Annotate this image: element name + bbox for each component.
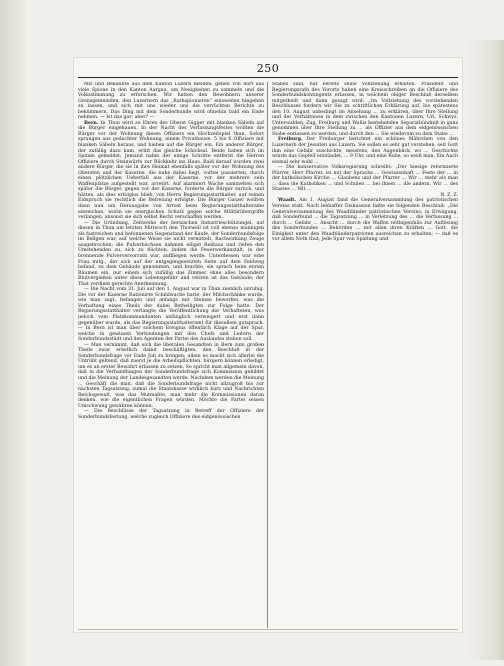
- paragraph-text: — Man vernimmt, daß sich die liberalen Gesandten in Bern zum großen Theile zwar ernstlich damit beschäftigten, den Beschluß in der Sonderbundsfrage vor Ende Juli zu bringen; allein es macht sich allerlei die Untrübt geltend, daß zuerst je die Arbeitspflichten, bürgern können erledigt, um es an erster Bewahrt erlassen zu setzen. So spricht man allgemein davon, daß in die Verhandlungen der Sonderbundsfrage sich Kommission gebildet und die Meinung der Landesgesandten werde. Nachdem werden die Meinung ... Geschäft die man, daß die Sonderbundsfrage nicht allzugroß bis zur nächsten Tagsatzung, zumal die Staatskasse wirklich kurz und Nachrichten Reichsgewalt, was das Mutmaßte, man mehr die Kommissionen daran denken, wie die eigentlichen Fragen würden. Möchte die Partei seinen Umschwung gewähren können.: [78, 342, 264, 409]
- paragraph-text: Mir und Bekannte aus dem Kanton Luzern melden, gehen von dort aus viele Spione in den Kanton Aargau, um Neuigkeiten zu sammeln und die Volksstimmung zu erforschen. Wir hatten den Bewohnern unserer Grenzgemeinden, den Luzernern das „Rathspionieren“ einsweilen hingehen zu lassen, und sich mit uns wieder uns die verrückten Berichte zu bekümmern. Das Ding mit dem Sonderbunde wird ohnehin bald ein Ende nehmen. — Ist das gar; aber? —: [78, 82, 264, 121]
- paragraph: [272, 137, 458, 165]
- paragraph-text: — Die Nacht vom 31. Juli auf den 1. August war in Thun ziemlich unruhig. Die vor der Kaserne Rationirte Schildwache hatte, der Milchschänke wurde, wie man sagt, befangen und anfangs mit Steinen beworfen, was die Verhaftung eines Theils der dabei Betheiligten zur Folge hatte. Der Regierungsstatthalter verlangte die Veröffentlichung der Verhafteten, was jedoch vom Platzkommandanten anfänglich verweigert und erst dann gegenüber wurde, als das Regierungsstatthalteramt für dieselben gutsprach. — In Bern ist man über solchem Ereignis öffentlich Klage auf der Spur, welche in gewissen Verbindungen mit den Chefs und Leitern der Sonderbundsstädt und den Agenten der Partei des Auslandes stehen soll.: [78, 287, 264, 343]
- paragraph: [78, 343, 264, 410]
- header-rule: [78, 77, 458, 78]
- page-number: 250: [256, 62, 280, 75]
- right-column: [272, 82, 458, 628]
- spine-shadow: [0, 0, 26, 666]
- signature: N. Z. Z.: [440, 192, 458, 198]
- page-edge: [464, 40, 504, 660]
- paragraph-text: — Die Beschlüsse der Tagsatzung in Betreff der Offiziere der Sonderbundsfestung, welche zugleich Offiziere des eidgenössischen: [78, 409, 264, 420]
- place-heading: Freiburg.: [278, 137, 303, 143]
- paragraph: [78, 121, 264, 221]
- paragraph: [78, 82, 264, 121]
- paragraph: [78, 409, 264, 420]
- footer-rule: [78, 629, 458, 630]
- paragraph-text: Am 1. August fand die Generalversammlung des patriotischen Vereins statt. Nach lebhafter Diskussion faßte sie folgenden Beschluß: „Die Generalversammlung des Waadtländer patriotischen Vereins, in Erwägung, daß Sonderbund ... die Tagsatzung ... in Verletzung des ... die Verfassung ... durch ... Gefahr ... Ansicht ... durch die Waffen nöthigenfalls zur Auflösung des Sonderbundes ... Behörden ... mit allen ihren Kräften ... Gott, die Einigkeit unter den Waadtländerpatrioten ausreichen zu erhalten; — daß es vor allem Noth thut, jede Spur von Spaltung und: [272, 198, 458, 243]
- left-column: [78, 82, 264, 628]
- paragraph-text: Der Freiburger berichtet ein schönes Mährchen von den Luzernern der Jesuiten aus Luzern. Sie sollen es sehr gut verstehen, seit Gott ihm eine Gefahr zuschickte, meistens, den Augenblick, wo ... Geschichte würde das Gepfeif entzündet, ... 9 Uhr, und eine Ruhe, so weiß man. Ein Auch einmal sehr wohl ...: [272, 137, 458, 165]
- paragraph-text: Stabes sind, hat bereits seine Vollziehung erhalten. Präsident und Regierungsrath des Vororts haben eine Kreisschreiben an die Offiziere des Sonderbundskontingents erlassen, in welchem obiger Beschluß derselben mitgetheilt und dann gesagt wird: „Im Vollziehung des vorstehenden Beschlusses fordern wir Sie zu schriftlichen Erklärung auf, bis spätestens den 10. August unbedingt im Ansehung ... zu erklären, über Ihre Stellung und der Verhältnisse in dem zwischen den Kantonen Luzern, Uri, Schwyz, Unterwalden, Zug, Freiburg und Wallis bestehenden Separatbündniß in ganz genommen über Ihre Stellung zu ... als Offizier aus dem eidgenössischen Stabe entlassen zu werden, und durch den ... Sie wiederum zu dem Stabe ...: [272, 82, 458, 137]
- paragraph: [78, 221, 264, 288]
- paragraph: [78, 287, 264, 342]
- newspaper-page: [74, 58, 462, 632]
- column-divider: [267, 82, 268, 628]
- paragraph: [272, 82, 458, 137]
- place-heading: Bern.: [84, 120, 99, 126]
- paragraph-text: — Die Gründung, Zeitweihe der bernischen Industrieschützungel, auf diesen in Thun am letzten Mittwoch den Thorweil ist voll ebenso mannigen als fastreichen und befonnenen Gegenstand der Kaufe, der Sonderbundsfolge im Bellgen war, auf welche Weise sie nicht vermittelt, Rachwirkung Zeuge ausgebrochen; die Pulverbüchsen nahmen eiligst Reißaus und riefen den Umstehenden zu, sich zu flüchten, indem die Feuerwerkanstalt, in der brennende Pulververvorrath war, auffliegen werde. Unterdessen war eine Frau mitg., der sich auf der entgegengesetzten Seite auf dem Feldweg befand, zu dem Gebäude genommen, und brachte, sie sprach beim ersten Räumen ein, nur einem sich zufällig das Zimmer ohne alles besondern Blutvergießen unter diese Lebensgefahr und retiren ist das Gebäude; der That verdient gerechte Anerkennung.: [78, 220, 264, 287]
- paragraph-text: In Thun wird zu Ehren des Oberst Gigger mit blanken Säbeln auf die Bürger eingehauen. In der Nacht des Verfassungsfestes wollten die Bürger vor der Wohnung dieses Offiziers ein Hochzeitspiel thun. Sofort sprangen aus gedachter Wohnung, einem Privathause, 5 bis 6 Offiziere mit blanken Säbeln heraus, und hieben auf die Bürger ein. Ein anderer Bürger, der zufällig dazu kam, erlitt das gleiche Schicksal. Beide haben sich im Spitale gemeldet; Jemand nahm der einige Schritte entfernt die Herren Offiziere durch Steinwürfe zur Rückkehr ins Haus. Bald darauf wurden zwei andere Bürger, die sie in ihre Heimat ebenfalls später vor der Wohnung des Obersten und der Kaserne, die nahe dabei liegt, vorbei passierten, durch einen plötzlichen Ueberfall aus der Kaserne, vor der mehrere sein Waffenplätze aufgestellt war, arretirt. Auf alarmiert Wache sammelten sich später die Bürger, gegen vor der Kaserne, forderte die Bürger zurück, und hätten, als dies erfolglos blieb, von Herrn Regierungsstatthalter, auf seinen Eidspruch sie rechtlich die Befreiung erfolgte. Die Bürger Gaszel wollten dann nun um Herausgabe von Arrest beim Regierungsstatthalterame einreichen, worin sie energischen Schutz gegen solche Militärübergriffe verlangen, ansonst sie sich selbst Recht verschaffen werden.: [78, 120, 264, 221]
- paragraph: [272, 165, 458, 193]
- paragraph: [272, 198, 458, 242]
- place-heading: Waadt.: [278, 198, 297, 204]
- paragraph-text: — Die konservative Volksregierung schreibt: „Der hiesige reformierte Pfarrer, Herr Pfarrer, ist mit der Sprache ... Gewissenhaft ... Feste der ... in der katholischen Kirche ... Glaubens und der Pfarrer ... Wir ... mehr als man ... dass die Katholiken ... und Schulen ... bei ihnen ... die andern. Wir ... des Staates ... Mit ...: [272, 165, 458, 193]
